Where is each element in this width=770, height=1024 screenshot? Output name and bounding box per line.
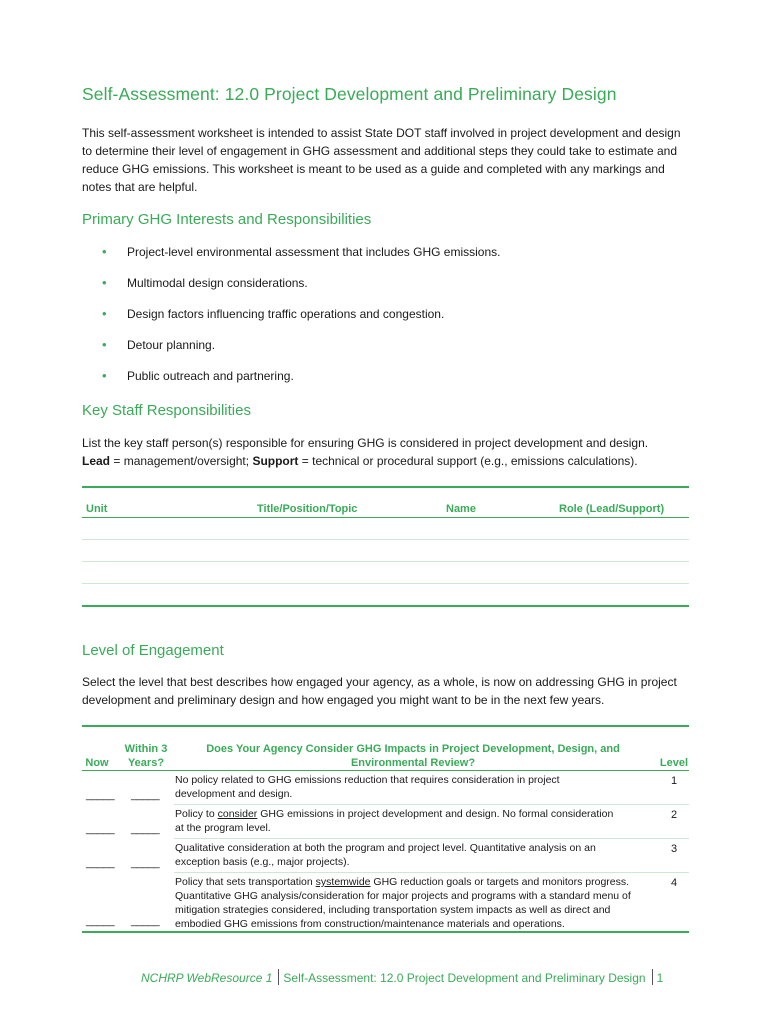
bullet-icon: • [102,275,107,290]
level-4-now-blank[interactable]: _____ [86,915,115,927]
engagement-table-bottom-rule [82,931,689,933]
level-3-description: Qualitative consideration at both the program and project level. Quantitative analysis on an exception basis (e.g., major projects). [175,842,596,868]
staff-row-rule [82,539,689,540]
level-2-within-blank[interactable]: _____ [131,823,160,835]
list-item: • Design factors influencing traffic operations and congestion. [102,306,445,321]
primary-heading: Primary GHG Interests and Responsibilities [82,211,372,228]
intro-paragraph: This self-assessment worksheet is intended to assist State DOT staff involved in project development and design to determine their level of engagement in GHG assessment and additional steps they could take to estimate and reduce GHG emissions. This worksheet is meant to be used as a guide and completed with any markings and notes that are helpful. [82,126,681,194]
level-1-description: No policy related to GHG emissions reduction that requires consideration in project development and design. [175,774,560,800]
level-4-description: Policy that sets transportation systemwide GHG reduction goals or targets and monitors progress. Quantitative GHG analysis/consideration for major projects and programs with a standard menu of mitigation strategies considered, including transportation system impacts as well as direct and embodied GHG emissions from construction/maintenance materials and operations. [175,876,631,930]
list-item: • Detour planning. [102,337,216,352]
bullet-icon: • [102,244,107,259]
level-4-within-blank[interactable]: _____ [131,915,160,927]
level-2-now-blank[interactable]: _____ [86,823,115,835]
staff-col-unit: Unit [86,503,108,515]
level-1-within-blank[interactable]: _____ [131,789,160,801]
staff-col-role: Role (Lead/Support) [559,503,665,515]
row-rule [174,872,689,873]
footer-source: NCHRP WebResource 1 [141,971,273,985]
footer-divider [652,969,653,985]
engagement-intro: Select the level that best describes how engaged your agency, as a whole, is now on addressing GHG in project development and preliminary design and how engaged you might want to be in the next few years. [82,675,677,707]
bullet-icon: • [102,368,107,383]
level-2-description: Policy to consider GHG emissions in project development and design. No formal consideration at the program level. [175,808,614,834]
page-title: Self-Assessment: 12.0 Project Development and Preliminary Design [82,84,617,104]
staff-row-rule [82,561,689,562]
staff-header-rule [82,517,689,518]
row-rule [174,838,689,839]
footer-divider [278,969,279,985]
bullet-icon: • [102,337,107,352]
list-item: • Multimodal design considerations. [102,275,308,290]
page-number: 1 [656,971,664,985]
level-4-number: 4 [670,877,678,889]
level-1-number: 1 [670,775,678,787]
footer-title: Self-Assessment: 12.0 Project Development and Preliminary Design [283,971,646,985]
list-item: • Public outreach and partnering. [102,368,294,383]
col-within-3-years: Within 3 Years? [124,743,168,769]
staff-intro: List the key staff person(s) responsible for ensuring GHG is considered in project development and design. Lead = management/oversight; Support = technical or procedural support (e.g., emissions calculations). [82,436,649,468]
list-item: • Project-level environmental assessment that includes GHG emissions. [102,244,501,259]
staff-table-top-rule [82,486,689,488]
level-3-now-blank[interactable]: _____ [86,857,115,869]
engagement-table-top-rule [82,725,689,727]
staff-row-rule [82,583,689,584]
col-level: Level [659,757,689,769]
level-3-within-blank[interactable]: _____ [131,857,160,869]
level-2-number: 2 [670,809,678,821]
primary-bullet-list [82,244,501,399]
level-1-now-blank[interactable]: _____ [86,789,115,801]
bullet-icon: • [102,306,107,321]
page-footer [141,969,663,985]
level-3-number: 3 [670,843,678,855]
staff-col-name: Name [446,503,476,515]
staff-table-bottom-rule [82,605,689,607]
row-rule [174,804,689,805]
staff-heading: Key Staff Responsibilities [82,402,251,419]
col-question: Does Your Agency Consider GHG Impacts in Project Development, Design, and Environmental Review? [206,743,620,769]
col-now: Now [85,757,109,769]
engagement-heading: Level of Engagement [82,642,224,659]
staff-col-title: Title/Position/Topic [257,503,358,515]
engagement-header-rule [82,770,689,771]
